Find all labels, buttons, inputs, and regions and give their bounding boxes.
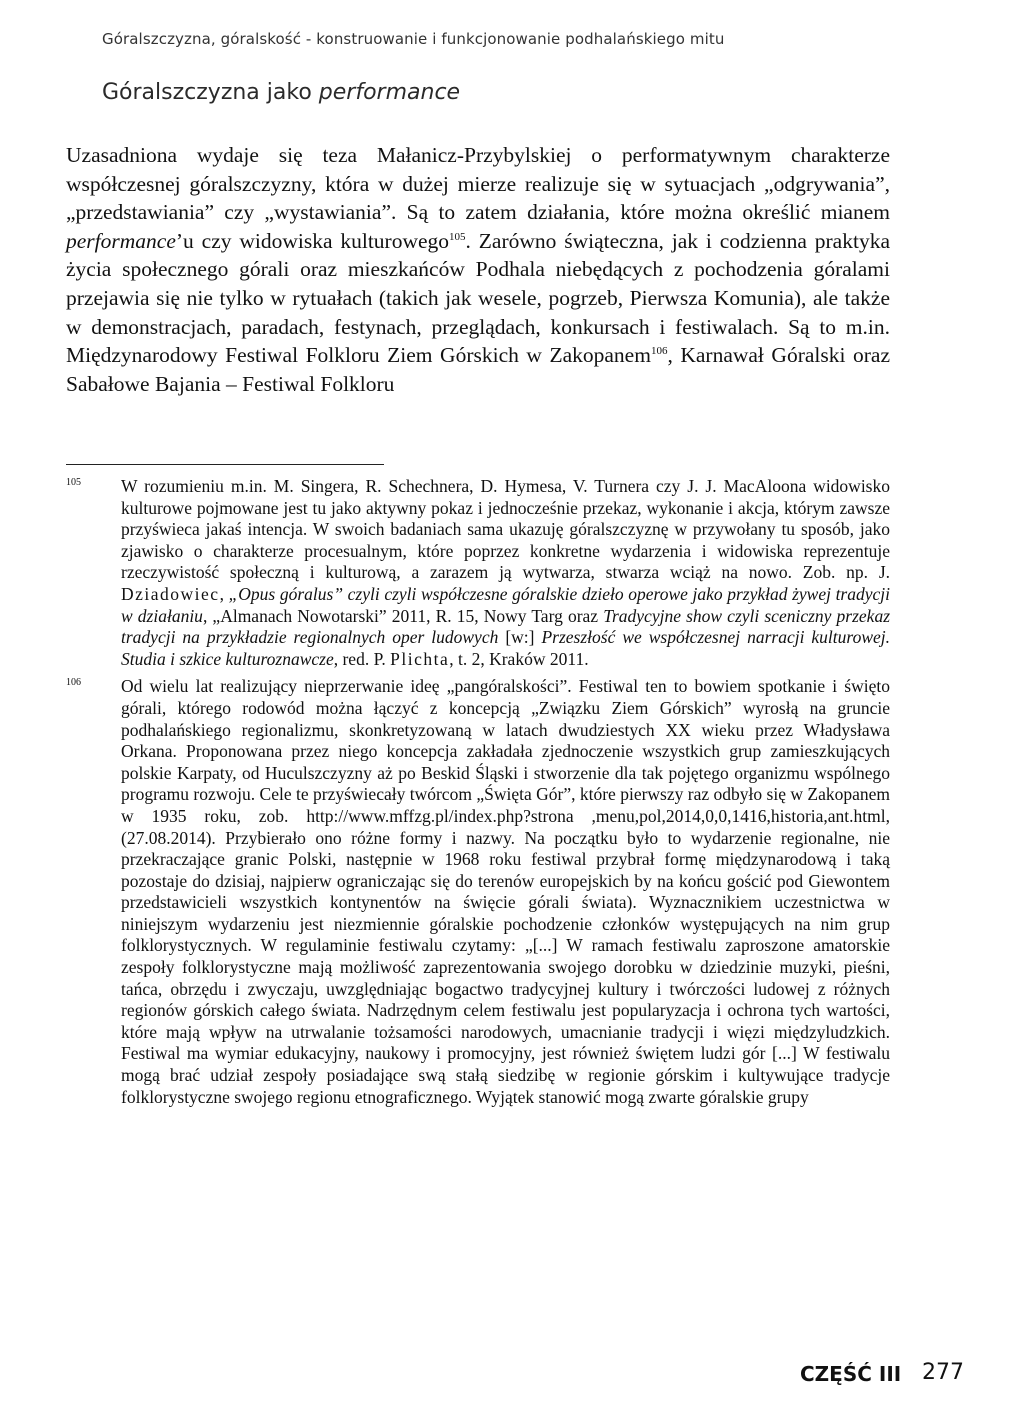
footnote-author: Dziadowiec bbox=[121, 583, 220, 604]
footnote-title: „Opus góralus” czyli czyli współczesne góralskie dzieło operowe jako przykład żywej tradycji w działaniu bbox=[121, 583, 891, 626]
part-label: CZĘŚĆ III bbox=[800, 1362, 902, 1386]
footnote-number: 105 bbox=[66, 477, 81, 488]
footnote-text: , „Almanach Nowotarski” 2011, R. 15, Nowy Targ oraz bbox=[202, 605, 604, 626]
paragraph-text: ’u czy widowiska kulturowego bbox=[175, 228, 450, 253]
footnote-author: Plichta bbox=[390, 648, 450, 669]
footnote-title: Przeszłość we współczesnej narracji kulturowej. Studia i szkice kulturoznawcze bbox=[121, 627, 890, 669]
running-head: Góralszczyzna, góralskość - konstruowanie i funkcjonowanie podhalańskiego mitu bbox=[102, 30, 725, 48]
footnote-text: , bbox=[219, 583, 229, 604]
section-title-italic: performance bbox=[318, 80, 461, 105]
footnote-number: 106 bbox=[66, 677, 81, 689]
footnotes bbox=[66, 476, 890, 1114]
footnote-text: W rozumieniu m.in. M. Singera, R. Schechnera, D. Hymesa, V. Turnera czy J. J. MacAloona widowisko kulturowe pojmowane jest tu jako aktywny pokaz i jednocześnie przekaz, wykonanie i akcja, którym zawsze przyświeca jakaś intencja. W swoich badaniach sama ukazuję góralszczyznę w przywołany tu sposób, jako zjawisko o charakterze procesualnym, które poprzez konkretne wydarzenia i widowiska reprezentuje rzeczywistość społeczną i kulturową, a zarazem ją wytwarza, stwarza wciąż na nowo. Zob. np. J. bbox=[121, 476, 890, 583]
paragraph-text: Uzasadniona wydaje się teza Małanicz-Przybylskiej o performatywnym charakterze współczesnej góralszczyzny, która w dużej mierze realizuje się w sytuacjach „odgrywania”, „przedstawiania” czy „wystawiania”. Są to zatem działania, które można określić mianem bbox=[66, 143, 890, 225]
main-paragraph bbox=[66, 141, 890, 398]
footnote-text: Od wielu lat realizujący nieprzerwanie ideę „pangóralskości”. Festiwal ten to bowiem spotkanie i święto górali, którego rodowód można łączyć z koncepcją „Związku Ziem Górskich” wyrosłą na gruncie podhalańskiego regionalizmu, skonkretyzowaną w latach dwudziestych XX wieku przez Władysława Orkana. Proponowana przez niego koncepcja zakładała zjednoczenie wszystkich grup zamieszkujących polskie Karpaty, od Huculszczyzny aż po Beskid Śląski i stworzenie dla tak pojętego organizmu wspólnego programu rozwoju. Cele te przyświecały twórcom „Święta Gór”, które pierwszy raz odbyło się w Zakopanem w 1935 roku, zob. http://www.mffzg.pl/index.php?strona ,menu,pol,2014,0,0,1416,historia,ant.html, (27.08.2014). Przybierało ono różne formy i nazwy. Na początku było to wydarzenie regionalne, nie przekraczające granic Polski, następnie w 1968 roku festiwal przybrał formę międzynarodową i taką pozostaje do dzisiaj, najpierw ograniczając się do terenów europejskich by na końcu gościć pod Giewontem przedstawicieli wszystkich kontynentów na święcie górali świata). Wyznacznikiem uczestnictwa w niniejszym wydarzeniu jest niezmiennie góralskie pochodzenie członków występujących na nim grup folklorystycznych. W regulaminie festiwalu czytamy: „[...] W ramach festiwalu zaproszone amatorskie zespoły folklorystyczne mają możliwość zaprezentowania swojego dorobku w dziedzinie muzyki, pieśni, tańca, obrzędu i zwyczaju, uwzględniając bogactwo tradycyjnej kultury i twórczości ludowej z różnych regionów górskich całego świata. Nadrzędnym celem festiwalu jest popularyzacja i ochrona tych wartości, które mają wpływ na utrwalanie tożsamości narodowych, umacnianie tradycji i więzi międzyludzkich. Festiwal ma wymiar edukacyjny, naukowy i promocyjny, jest również świętem ludzi gór [...] W festiwalu mogą brać udział zespoły posiadające swą stałą siedzibę w regionie górskim i kultywujące tradycje folklorystyczne swojego regionu etnograficznego. Wyjątek stanowić mogą zwarte góralskie grupy bbox=[121, 676, 890, 1107]
page-number: 277 bbox=[922, 1360, 964, 1385]
footnote-title: Tradycyjne show czyli sceniczny przekaz tradycji na przykładzie regionalnych oper ludowych bbox=[121, 605, 890, 648]
footnote-ref-106[interactable]: 106 bbox=[650, 345, 668, 357]
footnote-text: , red. P. bbox=[333, 648, 391, 669]
footnote-106 bbox=[66, 676, 890, 1108]
paragraph-italic: performance bbox=[66, 228, 176, 253]
footnote-105 bbox=[66, 476, 890, 670]
section-title bbox=[102, 80, 460, 105]
section-title-plain: Góralszczyzna jako bbox=[102, 80, 319, 105]
footnote-text: , t. 2, Kraków 2011. bbox=[449, 648, 589, 669]
footnote-separator bbox=[66, 464, 384, 465]
footnote-text: [w:] bbox=[498, 627, 542, 648]
paragraph-text: , Karnawał Góralski oraz Sabałowe Bajania – Festiwal Folkloru bbox=[66, 343, 890, 396]
footnote-ref-105[interactable]: 105 bbox=[449, 230, 466, 243]
paragraph-text: . Zarówno świąteczna, jak i codzienna praktyka życia społecznego górali oraz mieszkańców Podhala niebędących z pochodzenia góralami przejawia się nie tylko w rytuałach (takich jak wesele, pogrzeb, Pierwsza Komunia), ale także w demonstracjach, paradach, festynach, przeglądach, konkursach i festiwalach. Są to m.in. Międzynarodowy Festiwal Folkloru Ziem Górskich w Zakopanem bbox=[66, 228, 890, 368]
